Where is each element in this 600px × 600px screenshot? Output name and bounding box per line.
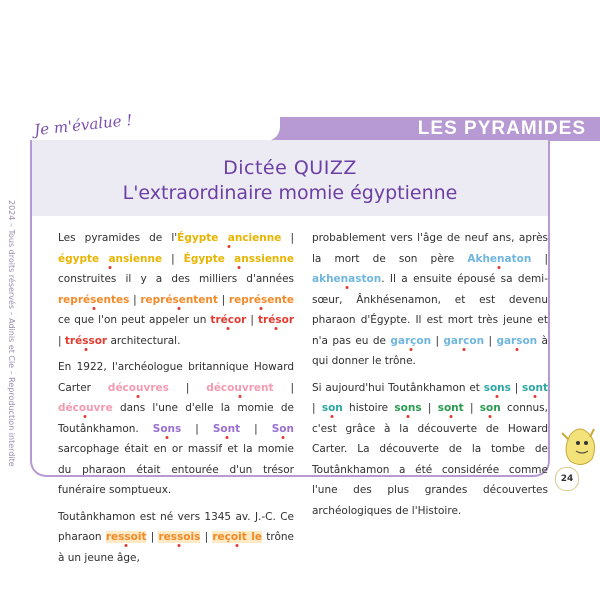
choice-word[interactable]: Sons bbox=[152, 422, 182, 435]
paragraph: Si aujourd'hui Toutânkhamon et sons | sont | son histoire sons | sont | son connus, c'est grâce à la découverte de Howard Carter. La découverte de la tombe de Toutânkhamon a été considérée comme l'une des plus grandes découvertes archéologiques de l'Histoire. bbox=[312, 381, 548, 517]
left-column bbox=[58, 228, 294, 574]
title-area bbox=[32, 140, 548, 216]
choice-word[interactable]: découvres bbox=[107, 381, 169, 394]
section-title: LES PYRAMIDES bbox=[417, 118, 586, 139]
choice-word[interactable]: garçon bbox=[390, 334, 432, 347]
side-caption-text: 2024 – Tous droits réservés – Adinis et Cie – Reproduction interdite bbox=[7, 200, 16, 467]
text: architectural. bbox=[107, 334, 181, 347]
paragraph: probablement vers l'âge de neuf ans, après la mort de son père Akhenaton | akhenaston. Il a ensuite épousé sa demi-sœur, Ânkhésenamon, et est devenu pharaon d'Égypte. Il est mort très jeune et n'a pas eu de garçon | garcon | garson à qui donner le trône. bbox=[312, 232, 548, 367]
choice-word[interactable]: akhenaston bbox=[312, 273, 382, 285]
choice-word[interactable]: Égypte anssienne bbox=[183, 252, 295, 265]
choice-word[interactable]: son bbox=[479, 402, 501, 414]
text: sarcophage était en or massif et la momie du pharaon était entourée d'un trésor funéraire somptueux. bbox=[58, 443, 294, 496]
text: . Il a ensuite épousé sa demi-sœur, Ânkhésenamon, et est devenu pharaon d'Égypte. Il est mort très jeune et n'a pas eu de bbox=[312, 273, 548, 347]
text: à qui donner le trône. bbox=[312, 334, 548, 367]
paragraph: En 1922, l'archéologue britannique Howard Carter découvres | découvrent | découvre dans l'une d'elle la momie de Toutânkhamon. Sons | Sont | Son sarcophage était en or massif et la momie du pharaon était entourée d'un trésor funéraire somptueux. bbox=[58, 361, 295, 496]
text: dans l'une d'elle la momie de Toutânkhamon. bbox=[58, 402, 294, 435]
choice-word[interactable]: trécor bbox=[210, 314, 247, 326]
paragraph: Toutânkhamon est né vers 1345 av. J.-C. Ce pharaon ressoit | ressois | reçoit le trône à un jeune âge, bbox=[58, 510, 294, 564]
text: probablement vers l'âge de neuf ans, après la mort de son père bbox=[312, 232, 548, 265]
choice-word[interactable]: représentent bbox=[140, 293, 218, 306]
side-caption bbox=[6, 200, 20, 580]
choice-word[interactable]: représente bbox=[228, 293, 295, 306]
page-number: 24 bbox=[555, 467, 579, 491]
dictation-card bbox=[30, 140, 550, 564]
choice-word[interactable]: trésor bbox=[258, 314, 294, 326]
text: Si aujourd'hui Toutânkhamon et bbox=[312, 381, 484, 394]
choice-word[interactable]: égypte ansienne bbox=[58, 252, 163, 265]
choice-word[interactable]: ressoit bbox=[105, 531, 147, 543]
text: histoire bbox=[342, 402, 395, 414]
choice-word[interactable]: garson bbox=[496, 334, 538, 347]
choice-word[interactable]: représentes bbox=[58, 293, 130, 306]
text: trône à un jeune âge, bbox=[58, 531, 294, 564]
text: Les pyramides de l' bbox=[58, 232, 178, 244]
choice-word[interactable]: découvre bbox=[58, 402, 113, 414]
text: ce que l'on peut appeler un bbox=[58, 314, 211, 326]
choice-word[interactable]: Akhenaton bbox=[467, 252, 532, 265]
choice-word[interactable]: sons bbox=[483, 381, 511, 394]
choice-word[interactable]: reçoit le bbox=[212, 531, 263, 543]
choice-word[interactable]: découvrent bbox=[206, 381, 274, 394]
text: En 1922, l'archéologue britannique Howard Carter bbox=[58, 361, 294, 394]
text: connus, c'est grâce à la découverte de Howard Carter. La découverte de la tombe de Toutânkhamon a été considérée comme l'une des plus grandes découvertes archéologiques de l'Histoire. bbox=[312, 402, 548, 517]
choice-word[interactable]: sont bbox=[437, 402, 464, 414]
choice-word[interactable]: ressois bbox=[158, 531, 201, 543]
paragraph: Les pyramides de l'Égypte ancienne | égypte ansienne | Égypte anssienne construites il y a des milliers d'années représentes | représentent | représente ce que l'on peut appeler un trécor | trésor | tréssor architectural. bbox=[58, 232, 295, 347]
choice-word[interactable]: Sont bbox=[212, 422, 241, 435]
choice-word[interactable]: son bbox=[321, 402, 343, 414]
right-column bbox=[312, 228, 548, 527]
choice-word[interactable]: garcon bbox=[443, 334, 485, 347]
page-title: Dictée QUIZZ bbox=[223, 157, 357, 179]
text: Toutânkhamon est né vers 1345 av. J.-C. Ce pharaon bbox=[58, 510, 294, 543]
evaluation-label: Je m'évalue ! bbox=[33, 110, 134, 140]
text: construites il y a des milliers d'années bbox=[58, 273, 294, 285]
choice-word[interactable]: sont bbox=[522, 381, 548, 394]
page-subtitle: L'extraordinaire momie égyptienne bbox=[122, 182, 458, 204]
choice-word[interactable]: Son bbox=[271, 422, 295, 435]
choice-word[interactable]: tréssor bbox=[64, 334, 108, 347]
choice-word[interactable]: sons bbox=[394, 402, 422, 414]
choice-word[interactable]: Égypte ancienne bbox=[177, 232, 282, 244]
